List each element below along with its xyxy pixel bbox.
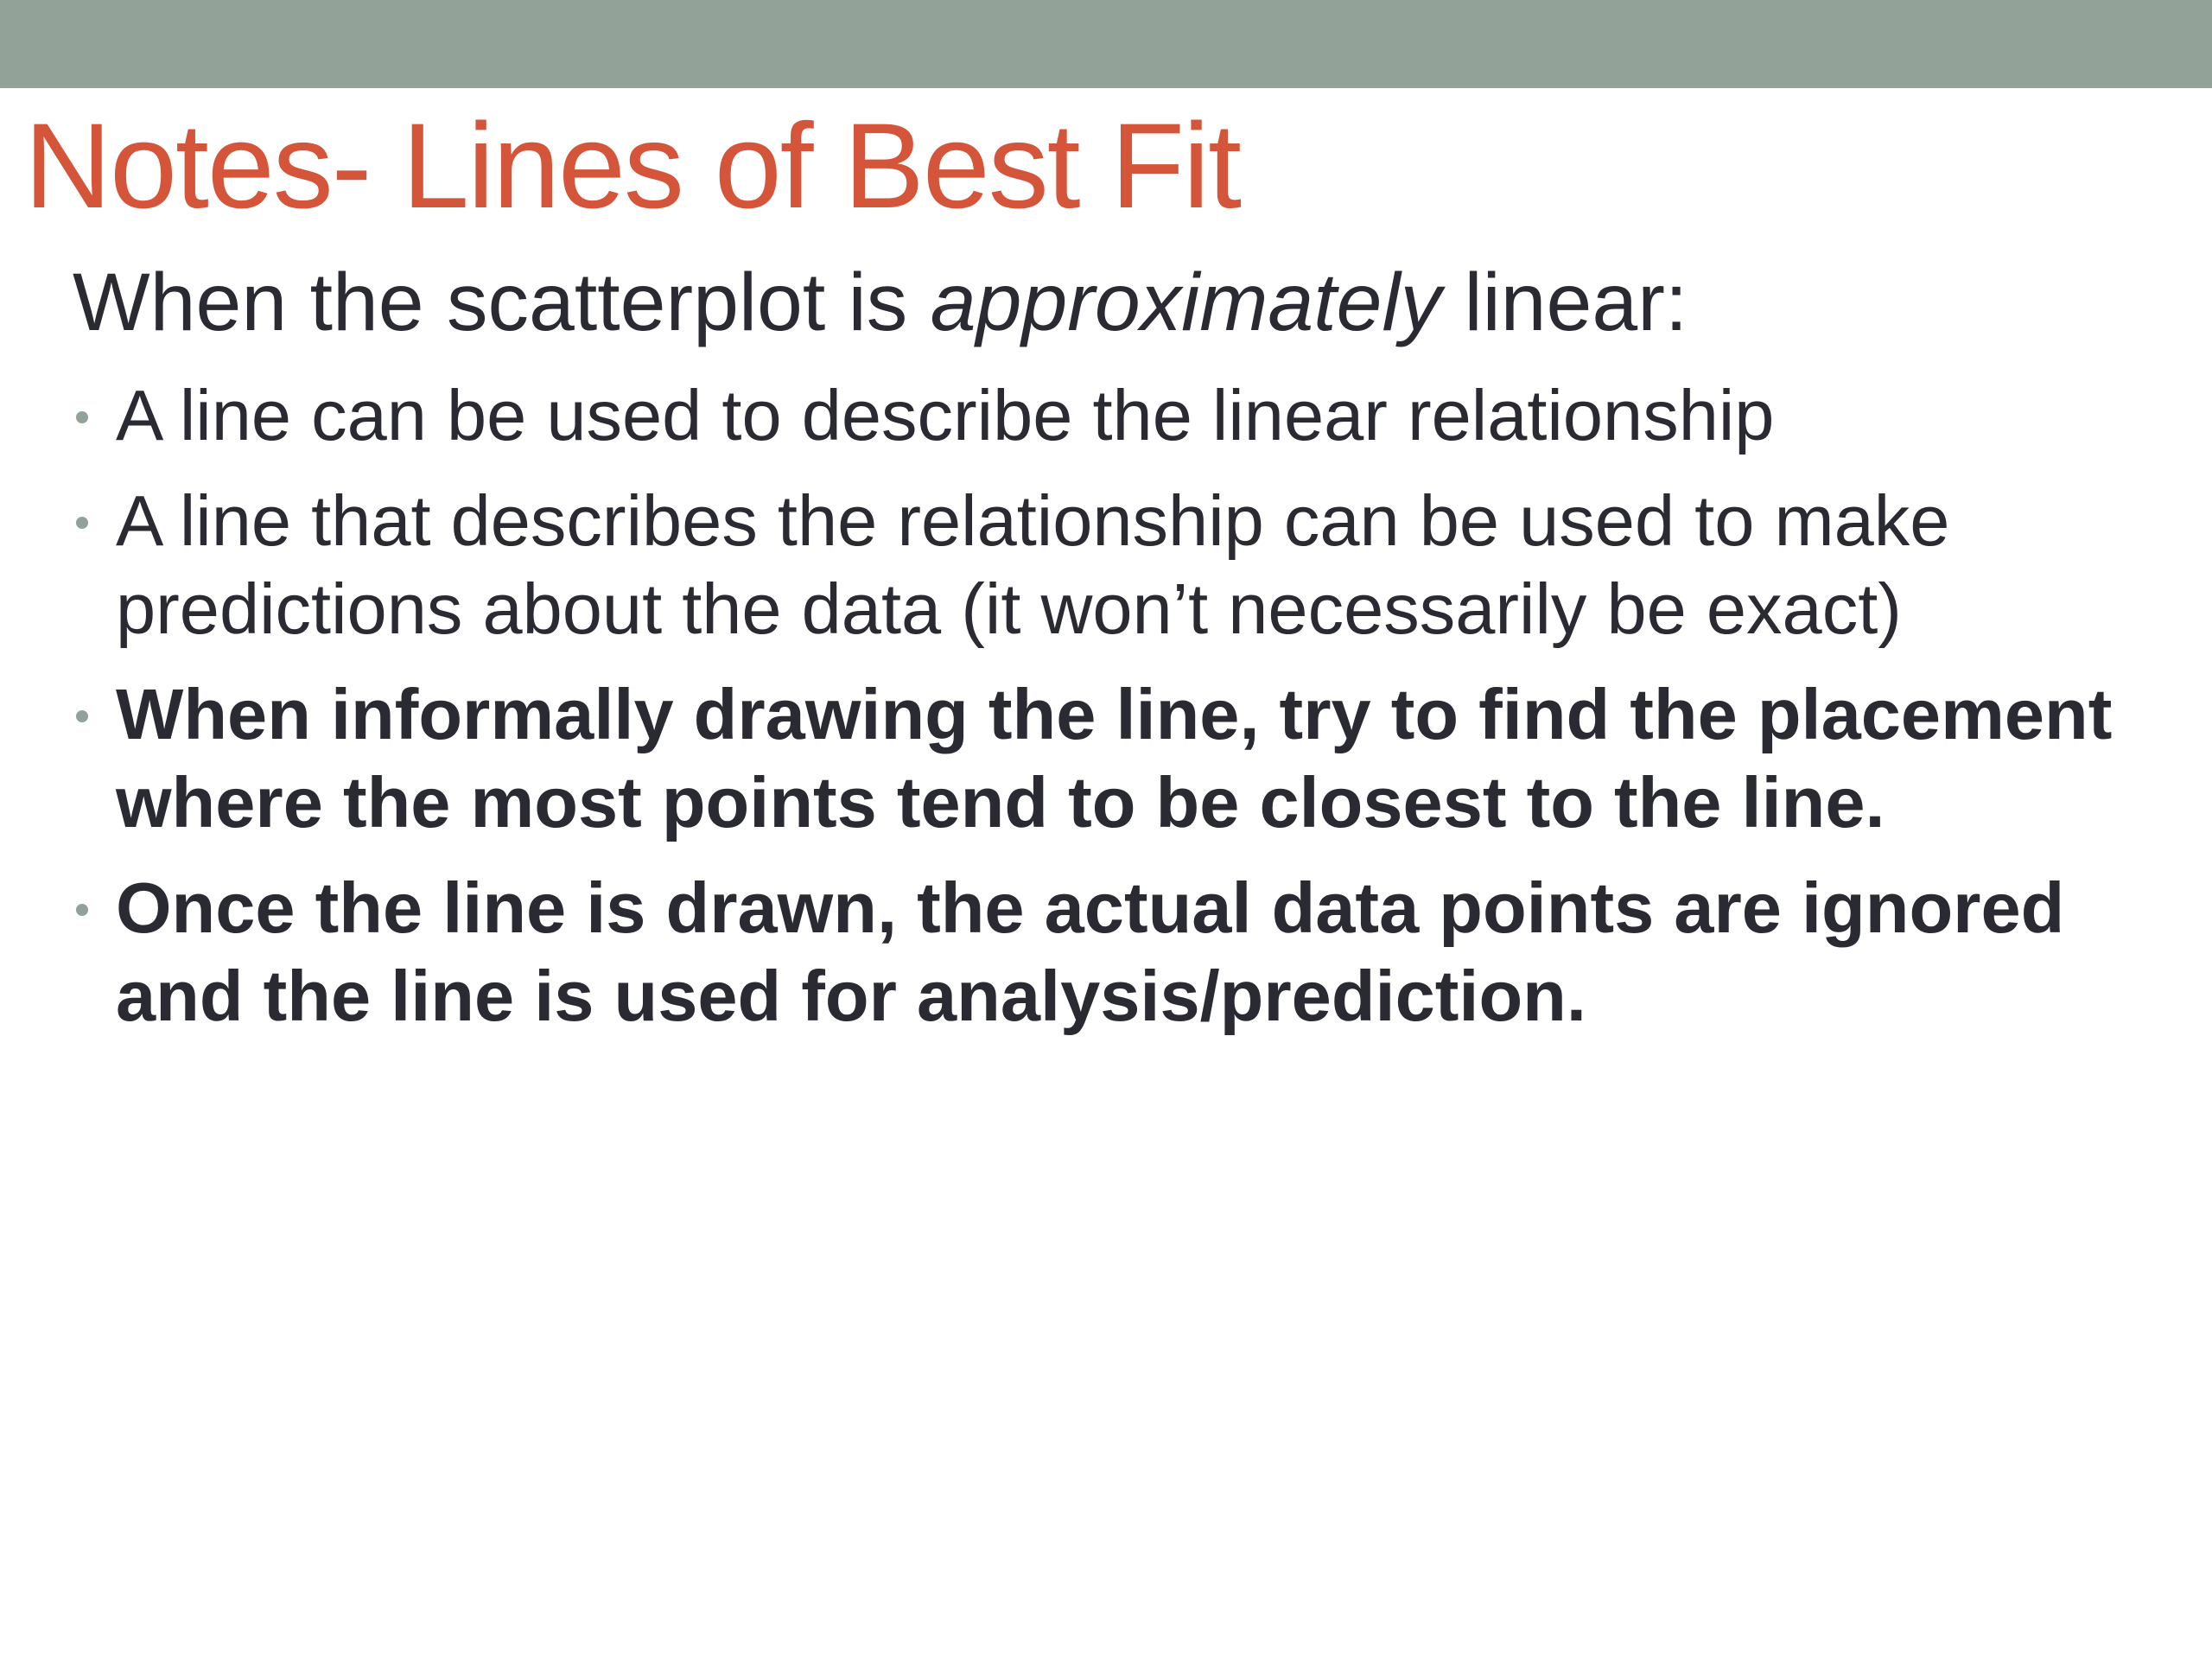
bullet-marker-icon bbox=[76, 517, 88, 529]
bullet-item bbox=[0, 864, 2143, 1040]
bullet-text: When informally drawing the line, try to find the placement where the most points tend to be closest to the line. bbox=[116, 674, 2113, 842]
bullet-item bbox=[0, 372, 2143, 460]
bullet-marker-icon bbox=[76, 710, 88, 722]
bullet-item bbox=[0, 477, 2143, 653]
intro-text-before: When the scatterplot is bbox=[73, 257, 931, 348]
intro-line bbox=[73, 251, 1688, 354]
slide-header-band bbox=[0, 0, 2212, 88]
intro-emphasis: approximately bbox=[930, 257, 1442, 348]
bullet-text: A line that describes the relationship can be used to make predictions about the data (it won’t necessarily be exact) bbox=[116, 480, 1950, 649]
intro-text-after: linear: bbox=[1441, 257, 1688, 348]
bullet-marker-icon bbox=[76, 411, 88, 423]
bullet-marker-icon bbox=[76, 904, 88, 916]
bullet-text: Once the line is drawn, the actual data points are ignored and the line is used for analysis/prediction. bbox=[116, 868, 2065, 1036]
slide-title: Notes- Lines of Best Fit bbox=[24, 98, 1241, 233]
bullet-text: A line can be used to describe the linear relationship bbox=[116, 375, 1775, 455]
bullet-item bbox=[0, 671, 2143, 847]
bullet-list bbox=[0, 372, 2143, 1058]
